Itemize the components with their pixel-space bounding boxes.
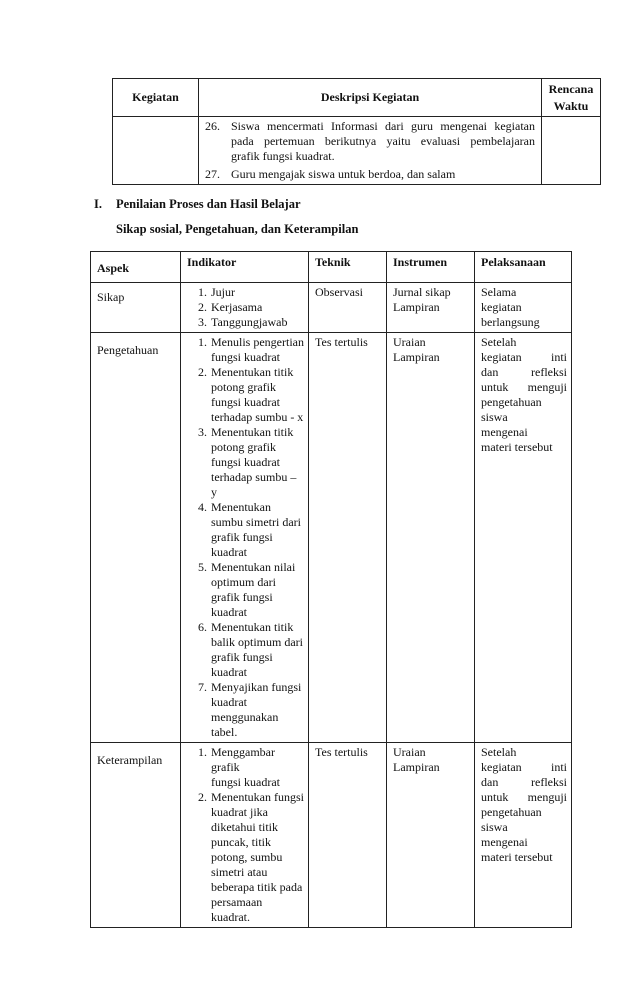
indikator-number: 3. — [198, 315, 207, 329]
pelaksanaan-line: materi tersebut — [481, 850, 553, 864]
indikator-cell — [181, 333, 309, 743]
indikator-cell — [181, 743, 309, 928]
header-deskripsi: Deskripsi Kegiatan — [199, 79, 542, 117]
activity-table — [112, 78, 601, 185]
section-heading — [94, 197, 301, 212]
indikator-item — [187, 315, 304, 330]
indikator-list — [187, 335, 304, 740]
indikator-item — [187, 285, 304, 300]
indikator-text: Tanggungjawab — [211, 315, 288, 329]
header-aspek: Aspek — [91, 252, 181, 283]
pelaksanaan-line: mengenai — [481, 835, 528, 849]
indikator-text: Kerjasama — [211, 300, 263, 314]
indikator-item — [187, 680, 304, 740]
indikator-text: Menyajikan fungsi kuadrat menggunakan tabel. — [211, 680, 302, 739]
pelaksanaan-line: dan refleksi — [481, 365, 567, 379]
indikator-number: 1. — [198, 285, 207, 299]
aspek-cell: Pengetahuan — [91, 333, 181, 743]
table-row — [91, 743, 572, 928]
indikator-item — [187, 560, 304, 620]
pelaksanaan-line: untuk menguji — [481, 380, 567, 394]
waktu-cell — [542, 117, 601, 185]
pelaksanaan-line: pengetahuan — [481, 395, 542, 409]
header-kegiatan: Kegiatan — [113, 79, 199, 117]
pelaksanaan-line: Setelah — [481, 335, 517, 349]
indikator-text: Menentukan nilai optimum dari grafik fungsi kuadrat — [211, 560, 296, 619]
kegiatan-cell — [113, 117, 199, 185]
indikator-text: Menentukan titik potong grafik fungsi kuadrat terhadap sumbu – y — [211, 425, 297, 499]
indikator-number: 1. — [198, 335, 207, 349]
pelaksanaan-line: untuk menguji — [481, 790, 567, 804]
indikator-item — [187, 500, 304, 560]
indikator-number: 5. — [198, 560, 207, 574]
instrumen-line: Lampiran — [393, 300, 440, 314]
indikator-list — [187, 745, 304, 925]
pelaksanaan-line: kegiatan inti — [481, 760, 567, 774]
section-number: I. — [94, 197, 102, 211]
teknik-cell: Tes tertulis — [309, 743, 387, 928]
indikator-item — [187, 335, 304, 365]
indikator-text: Menentukan sumbu simetri dari grafik fungsi kuadrat — [211, 500, 301, 559]
pelaksanaan-line: siswa — [481, 820, 508, 834]
pelaksanaan-line: siswa — [481, 410, 508, 424]
indikator-item — [187, 425, 304, 500]
header-instrumen: Instrumen — [387, 252, 475, 283]
pelaksanaan-line: mengenai — [481, 425, 528, 439]
indikator-text: Menentukan titik balik optimum dari grafik fungsi kuadrat — [211, 620, 303, 679]
activity-item — [205, 119, 535, 164]
indikator-text: Menentukan fungsi kuadrat jika diketahui titik puncak, titik potong, sumbu simetri atau beberapa titik pada persamaan kuadrat. — [211, 790, 304, 924]
activity-item-text — [231, 119, 535, 164]
indikator-number: 4. — [198, 500, 207, 514]
indikator-number: 2. — [198, 790, 207, 804]
header-rencana-line2: Waktu — [553, 98, 589, 113]
indikator-text: Menentukan titik potong grafik fungsi kuadrat terhadap sumbu - x — [211, 365, 304, 424]
indikator-item — [187, 300, 304, 315]
indikator-number: 2. — [198, 300, 207, 314]
header-rencana-waktu — [542, 79, 601, 117]
indikator-number: 1. — [198, 745, 207, 759]
indikator-item — [187, 745, 304, 790]
pelaksanaan-line: dan refleksi — [481, 775, 567, 789]
table-row — [91, 333, 572, 743]
indikator-list — [187, 285, 304, 330]
pelaksanaan-line: materi tersebut — [481, 440, 553, 454]
instrumen-line: Lampiran — [393, 760, 440, 774]
header-pelaksanaan: Pelaksanaan — [475, 252, 572, 283]
indikator-text: Jujur — [211, 285, 235, 299]
pelaksanaan-line: pengetahuan — [481, 805, 542, 819]
assessment-table — [90, 251, 572, 928]
indikator-text: Menulis pengertian fungsi kuadrat — [211, 335, 304, 364]
pelaksanaan-line: kegiatan — [481, 300, 522, 314]
aspek-cell: Keterampilan — [91, 743, 181, 928]
pelaksanaan-line: Setelah — [481, 745, 517, 759]
instrumen-cell — [387, 743, 475, 928]
indikator-item — [187, 790, 304, 925]
header-teknik: Teknik — [309, 252, 387, 283]
header-indikator: Indikator — [181, 252, 309, 283]
activity-item-line: grafik fungsi kuadrat. — [231, 149, 335, 163]
section-subtitle: Sikap sosial, Pengetahuan, dan Keterampilan — [116, 222, 359, 236]
pelaksanaan-line: berlangsung — [481, 315, 540, 329]
pelaksanaan-cell — [475, 333, 572, 743]
activity-item-line: Siswa mencermati Informasi dari guru mengenai kegiatan — [231, 119, 535, 133]
activity-item-text: Guru mengajak siswa untuk berdoa, dan salam — [231, 167, 456, 181]
section-title: Penilaian Proses dan Hasil Belajar — [116, 197, 301, 211]
activity-item-number: 27. — [205, 167, 220, 181]
teknik-cell: Tes tertulis — [309, 333, 387, 743]
activity-item — [205, 167, 535, 182]
indikator-number: 6. — [198, 620, 207, 634]
indikator-text: Menggambar grafik fungsi kuadrat — [211, 745, 280, 789]
instrumen-cell — [387, 283, 475, 333]
deskripsi-cell — [199, 117, 542, 185]
indikator-number: 3. — [198, 425, 207, 439]
indikator-number: 2. — [198, 365, 207, 379]
pelaksanaan-line: kegiatan inti — [481, 350, 567, 364]
activity-item-number: 26. — [205, 119, 220, 133]
instrumen-line: Lampiran — [393, 350, 440, 364]
instrumen-line: Jurnal sikap — [393, 285, 451, 299]
pelaksanaan-line: Selama — [481, 285, 517, 299]
indikator-item — [187, 620, 304, 680]
teknik-cell: Observasi — [309, 283, 387, 333]
header-rencana-line1: Rencana — [548, 81, 594, 96]
table-row — [91, 283, 572, 333]
pelaksanaan-cell — [475, 283, 572, 333]
activity-item-line: pada pertemuan berikutnya yaitu evaluasi pembelajaran — [231, 134, 535, 148]
instrumen-cell — [387, 333, 475, 743]
indikator-number: 7. — [198, 680, 207, 694]
pelaksanaan-cell — [475, 743, 572, 928]
instrumen-line: Uraian — [393, 335, 426, 349]
indikator-item — [187, 365, 304, 425]
instrumen-line: Uraian — [393, 745, 426, 759]
aspek-cell: Sikap — [91, 283, 181, 333]
indikator-cell — [181, 283, 309, 333]
